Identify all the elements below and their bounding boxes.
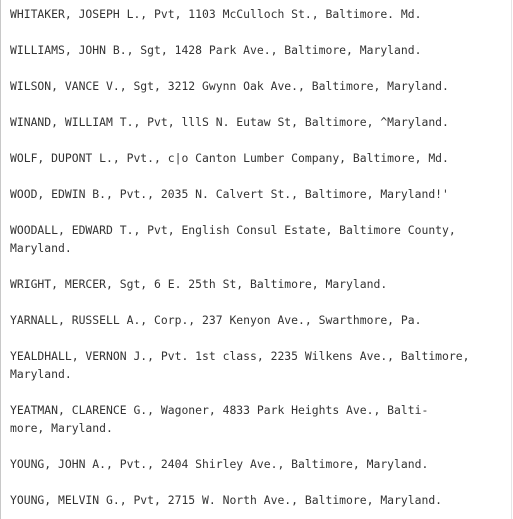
roster-entry: WHITAKER, JOSEPH L., Pvt, 1103 McCulloch St., Baltimore. Md. (10, 7, 422, 21)
roster-entry: YARNALL, RUSSELL A., Corp., 237 Kenyon Ave., Swarthmore, Pa. (10, 313, 422, 327)
right-border (511, 0, 512, 519)
left-border (0, 0, 1, 519)
roster-entry: YEATMAN, CLARENCE G., Wagoner, 4833 Park Heights Ave., Balti- more, Maryland. (10, 403, 429, 435)
roster-entry: WOOD, EDWIN B., Pvt., 2035 N. Calvert St., Baltimore, Maryland!' (10, 187, 449, 201)
roster-entry: WINAND, WILLIAM T., Pvt, lllS N. Eutaw St, Baltimore, ^Maryland. (10, 115, 449, 129)
roster-entry: YOUNG, MELVIN G., Pvt, 2715 W. North Ave., Baltimore, Maryland. (10, 493, 443, 507)
roster-entry: YOUNG, JOHN A., Pvt., 2404 Shirley Ave., Baltimore, Maryland. (10, 457, 429, 471)
roster-list (10, 5, 500, 519)
roster-entry: WRIGHT, MERCER, Sgt, 6 E. 25th St, Baltimore, Maryland. (10, 277, 388, 291)
roster-entry: YEALDHALL, VERNON J., Pvt. 1st class, 2235 Wilkens Ave., Baltimore, Maryland. (10, 349, 470, 381)
roster-entry: WOODALL, EDWARD T., Pvt, English Consul Estate, Baltimore County, Maryland. (10, 223, 456, 255)
roster-entry: WOLF, DUPONT L., Pvt., c|o Canton Lumber Company, Baltimore, Md. (10, 151, 449, 165)
roster-entry: WILSON, VANCE V., Sgt, 3212 Gwynn Oak Ave., Baltimore, Maryland. (10, 79, 449, 93)
roster-entry: WILLIAMS, JOHN B., Sgt, 1428 Park Ave., Baltimore, Maryland. (10, 43, 422, 57)
